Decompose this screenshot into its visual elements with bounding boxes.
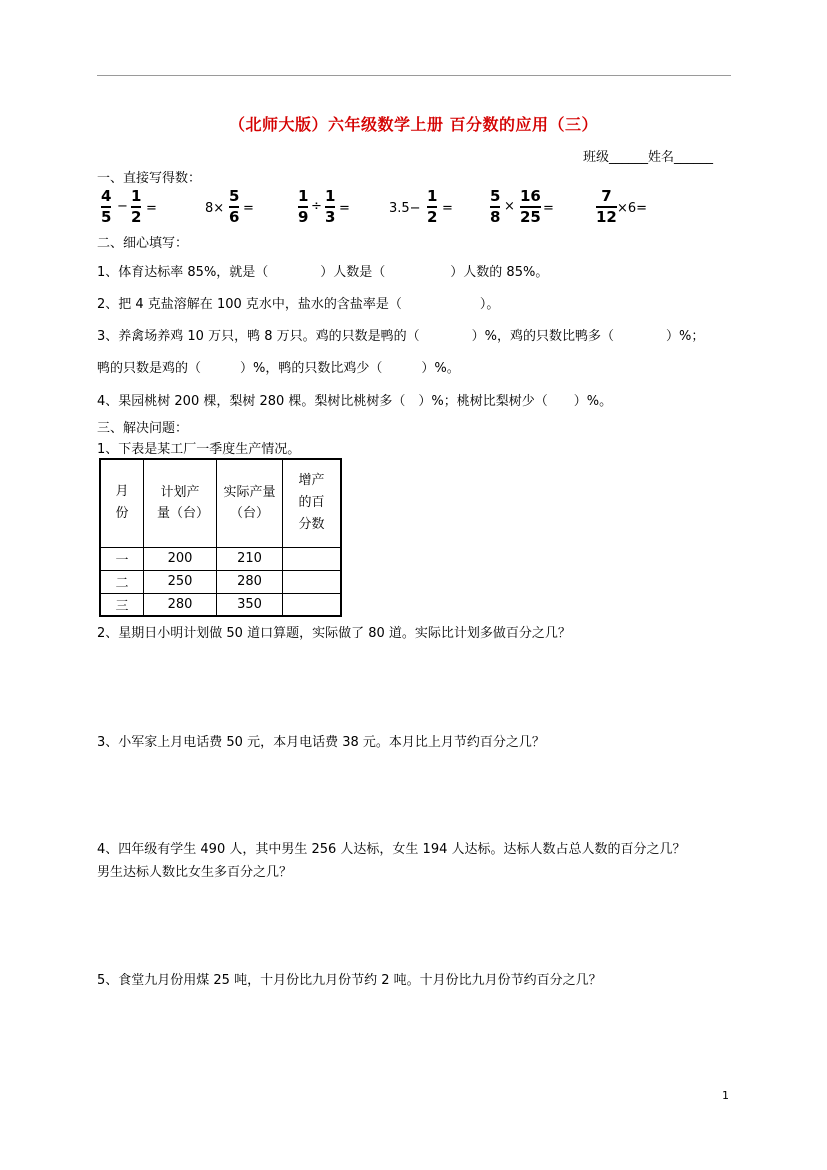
class-name-line: 班级______姓名______: [583, 150, 714, 165]
section-1-heading: 一、直接写得数：: [97, 171, 202, 186]
table-cell: [283, 547, 342, 570]
equals: =: [543, 201, 554, 216]
denominator: 8: [490, 208, 501, 226]
problem-4a: 4、四年级有学生 490 人，其中男生 256 人达标，女生 194 人达标。达标人数占总人数的百分之几？: [97, 842, 686, 857]
fraction-1-9: [298, 188, 308, 226]
fraction-1-2: [427, 188, 437, 226]
denominator: 9: [298, 208, 309, 226]
numerator: 4: [101, 187, 112, 205]
fill-question-1: 1、体育达标率 85%，就是（ ）人数是（ ）人数的 85%。: [97, 265, 549, 280]
problem-4b: 男生达标人数比女生多百分之几？: [97, 865, 293, 880]
section-3-heading: 三、解决问题：: [97, 421, 189, 436]
table-cell: 280: [144, 593, 217, 616]
problem-1: 1、下表是某工厂一季度生产情况。: [97, 442, 301, 457]
fraction-1-2: [131, 188, 141, 226]
fill-question-2: 2、把 4 克盐溶解在 100 克水中，盐水的含盐率是（ ）。: [97, 297, 500, 312]
fraction-1-3: [325, 188, 335, 226]
fraction-4-5: [101, 188, 111, 226]
denominator: 6: [229, 208, 240, 226]
operator: ×: [504, 199, 515, 214]
table-row: [100, 547, 341, 570]
denominator: 5: [101, 208, 112, 226]
table-cell: 350: [217, 593, 283, 616]
denominator: 2: [427, 208, 438, 226]
denominator: 12: [596, 208, 617, 226]
table-cell: 二: [100, 570, 144, 593]
numerator: 5: [229, 187, 240, 205]
prefix: 8×: [205, 201, 225, 216]
denominator: 25: [520, 208, 541, 226]
denominator: 3: [325, 208, 336, 226]
fraction-5-8: [490, 188, 500, 226]
production-table: [99, 458, 342, 617]
numerator: 7: [601, 187, 612, 205]
operator: −: [117, 199, 128, 214]
table-cell: [283, 570, 342, 593]
header-rule: [97, 75, 731, 76]
section-2-heading: 二、细心填写：: [97, 236, 189, 251]
numerator: 1: [298, 187, 309, 205]
operator: ÷: [311, 199, 322, 214]
fill-question-3a: 3、养禽场养鸡 10 万只，鸭 8 万只。鸡的只数是鸭的（ ）%，鸡的只数比鸭多（ ）%；: [97, 329, 705, 344]
problem-5: 5、食堂九月份用煤 25 吨，十月份比九月份节约 2 吨。十月份比九月份节约百分之几？: [97, 973, 602, 988]
table-cell: 280: [217, 570, 283, 593]
table-row: [100, 570, 341, 593]
table-cell: 三: [100, 593, 144, 616]
denominator: 2: [131, 208, 142, 226]
table-header-cell: 增产的百分数: [283, 459, 342, 547]
prefix: 3.5−: [389, 201, 421, 216]
page-number: 1: [722, 1089, 729, 1102]
table-header-cell: 计划产量（台）: [144, 459, 217, 547]
table-header-cell: 实际产量（台）: [217, 459, 283, 547]
equals: =: [339, 201, 350, 216]
fraction-5-6: [229, 188, 239, 226]
table-cell: 200: [144, 547, 217, 570]
table-header-cell: 月份: [100, 459, 144, 547]
table-row: [100, 593, 341, 616]
fraction-16-25: [520, 188, 541, 226]
fraction-7-12: [596, 188, 617, 226]
numerator: 1: [131, 187, 142, 205]
problem-3: 3、小军家上月电话费 50 元，本月电话费 38 元。本月比上月节约百分之几？: [97, 735, 545, 750]
numerator: 16: [520, 187, 541, 205]
table-cell: 210: [217, 547, 283, 570]
fill-question-3b: 鸭的只数是鸡的（ ）%，鸭的只数比鸡少（ ）%。: [97, 361, 460, 376]
tail: ×6=: [617, 201, 648, 216]
numerator: 1: [325, 187, 336, 205]
equals: =: [442, 201, 453, 216]
table-cell: [283, 593, 342, 616]
fill-question-4: 4、果园桃树 200 棵，梨树 280 棵。梨树比桃树多（ ）%；桃树比梨树少（ ）%。: [97, 394, 613, 409]
equals: =: [243, 201, 254, 216]
equals: =: [146, 201, 157, 216]
numerator: 5: [490, 187, 501, 205]
table-cell: 250: [144, 570, 217, 593]
page-title: （北师大版）六年级数学上册 百分数的应用（三）: [228, 115, 599, 134]
table-cell: 一: [100, 547, 144, 570]
problem-2: 2、星期日小明计划做 50 道口算题，实际做了 80 道。实际比计划多做百分之几？: [97, 626, 571, 641]
numerator: 1: [427, 187, 438, 205]
